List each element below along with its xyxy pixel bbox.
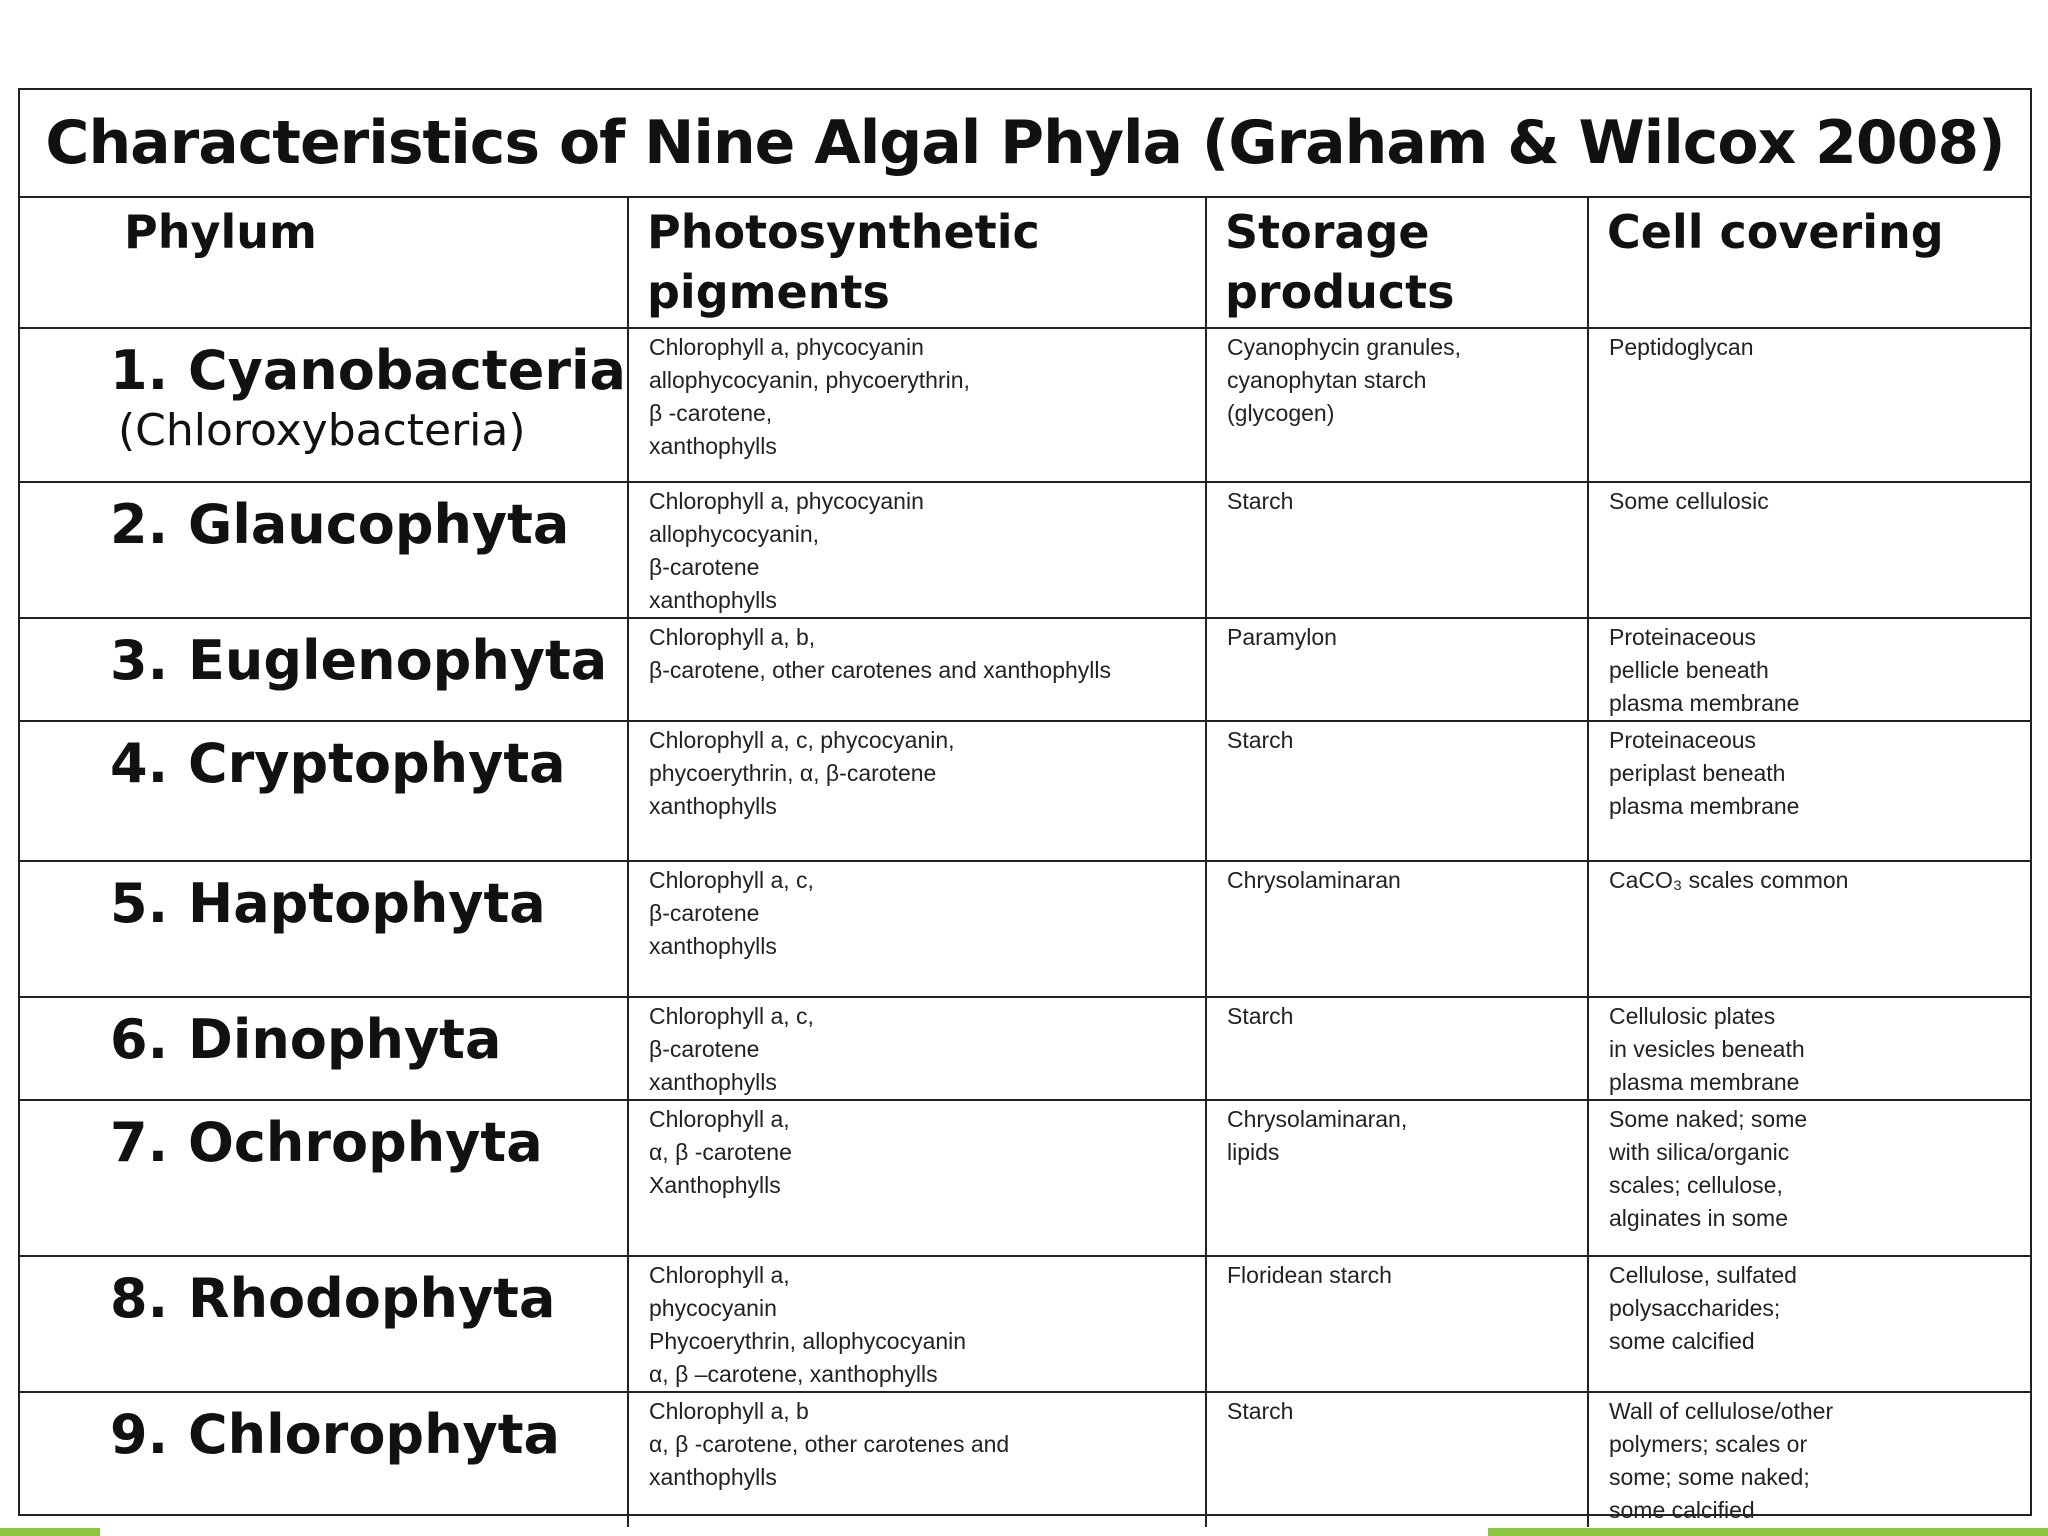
table-row [20, 997, 2030, 1100]
phylum-number: 1. [110, 339, 169, 402]
phylum-name: Haptophyta [188, 872, 546, 935]
covering-cell: Peptidoglycan [1588, 328, 2030, 482]
phylum-name: Euglenophyta [188, 629, 608, 692]
header-storage: Storage products [1206, 198, 1588, 328]
table-row [20, 618, 2030, 721]
pigments-cell: Chlorophyll a, phycocyanin allophycocyanin, β-carotene xanthophylls [628, 482, 1206, 618]
phylum-cell [20, 861, 628, 997]
storage-cell: Starch [1206, 721, 1588, 861]
storage-cell: Starch [1206, 482, 1588, 618]
header-covering: Cell covering [1588, 198, 2030, 328]
pigments-cell: Chlorophyll a, phycocyanin allophycocyanin, phycoerythrin, β -carotene, xanthophylls [628, 328, 1206, 482]
storage-cell: Chrysolaminaran, lipids [1206, 1100, 1588, 1256]
phylum-cell [20, 721, 628, 861]
covering-cell: Wall of cellulose/other polymers; scales or some; some naked; some calcified [1588, 1392, 2030, 1527]
pigments-cell: Chlorophyll a, c, phycocyanin, phycoerythrin, α, β-carotene xanthophylls [628, 721, 1206, 861]
phylum-cell [20, 1392, 628, 1527]
table-row [20, 721, 2030, 861]
phylum-number: 3. [110, 629, 169, 692]
covering-cell: Cellulose, sulfated polysaccharides; some calcified [1588, 1256, 2030, 1392]
phylum-name: Glaucophyta [188, 493, 570, 556]
phylum-number: 7. [110, 1111, 169, 1174]
phylum-name: Chlorophyta [188, 1403, 560, 1466]
covering-cell: Proteinaceous pellicle beneath plasma membrane [1588, 618, 2030, 721]
phylum-cell [20, 997, 628, 1100]
phylum-number: 5. [110, 872, 169, 935]
phylum-name: Rhodophyta [188, 1267, 556, 1330]
covering-cell: Cellulosic plates in vesicles beneath plasma membrane [1588, 997, 2030, 1100]
covering-cell: Some naked; some with silica/organic scales; cellulose, alginates in some [1588, 1100, 2030, 1256]
header-phylum: Phylum [20, 198, 628, 328]
pigments-cell: Chlorophyll a, α, β -carotene Xanthophylls [628, 1100, 1206, 1256]
phylum-cell [20, 482, 628, 618]
storage-cell: Floridean starch [1206, 1256, 1588, 1392]
pigments-cell: Chlorophyll a, phycocyanin Phycoerythrin, allophycocyanin α, β –carotene, xanthophylls [628, 1256, 1206, 1392]
phylum-cell [20, 618, 628, 721]
storage-cell: Paramylon [1206, 618, 1588, 721]
table-title: Characteristics of Nine Algal Phyla (Graham & Wilcox 2008) [20, 90, 2030, 198]
algal-phyla-table [20, 198, 2030, 1527]
storage-cell: Cyanophycin granules, cyanophytan starch (glycogen) [1206, 328, 1588, 482]
phylum-cell [20, 1256, 628, 1392]
table-row [20, 1256, 2030, 1392]
accent-strip-right [1488, 1528, 2048, 1536]
table-row [20, 328, 2030, 482]
accent-strip-left [0, 1528, 100, 1536]
phylum-cell [20, 328, 628, 482]
pigments-cell: Chlorophyll a, b α, β -carotene, other carotenes and xanthophylls [628, 1392, 1206, 1527]
phylum-number: 9. [110, 1403, 169, 1466]
phylum-cell [20, 1100, 628, 1256]
header-row [20, 198, 2030, 328]
phylum-name: Cyanobacteria [188, 339, 626, 402]
storage-cell: Starch [1206, 1392, 1588, 1527]
table-row [20, 482, 2030, 618]
covering-cell: Proteinaceous periplast beneath plasma membrane [1588, 721, 2030, 861]
pigments-cell: Chlorophyll a, c, β-carotene xanthophylls [628, 997, 1206, 1100]
phylum-name: Ochrophyta [188, 1111, 543, 1174]
phylum-subtitle: (Chloroxybacteria) [118, 405, 526, 456]
phylum-number: 2. [110, 493, 169, 556]
phylum-name: Cryptophyta [188, 732, 566, 795]
pigments-cell: Chlorophyll a, b, β-carotene, other carotenes and xanthophylls [628, 618, 1206, 721]
covering-cell: CaCO₃ scales common [1588, 861, 2030, 997]
phylum-number: 8. [110, 1267, 169, 1330]
algal-phyla-table-frame [18, 88, 2032, 1523]
covering-cell: Some cellulosic [1588, 482, 2030, 618]
pigments-cell: Chlorophyll a, c, β-carotene xanthophylls [628, 861, 1206, 997]
header-pigments: Photosynthetic pigments [628, 198, 1206, 328]
storage-cell: Starch [1206, 997, 1588, 1100]
storage-cell: Chrysolaminaran [1206, 861, 1588, 997]
table-body [20, 328, 2030, 1527]
table-row [20, 861, 2030, 997]
phylum-name: Dinophyta [188, 1008, 502, 1071]
phylum-number: 4. [110, 732, 169, 795]
table-row [20, 1392, 2030, 1527]
table-row [20, 1100, 2030, 1256]
phylum-number: 6. [110, 1008, 169, 1071]
